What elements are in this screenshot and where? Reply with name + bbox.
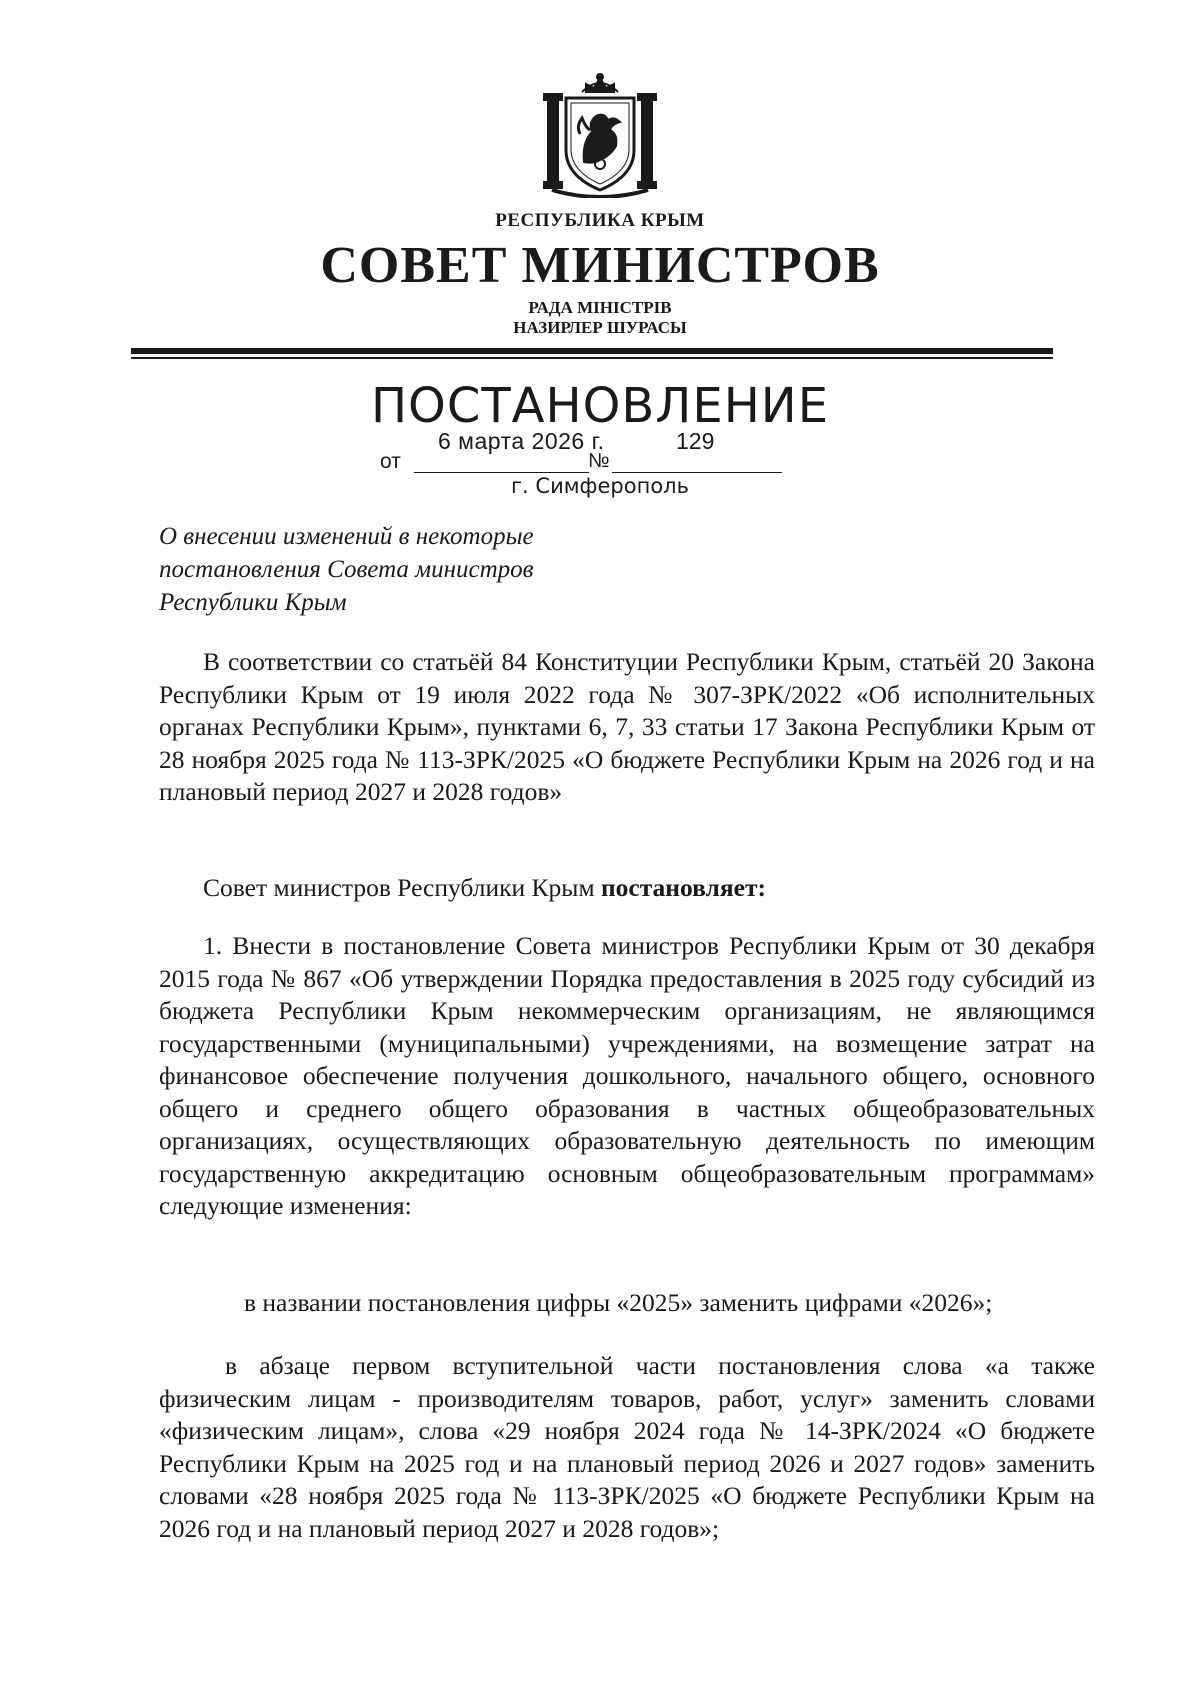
republic-name: РЕСПУБЛИКА КРЫМ (495, 210, 705, 231)
decree-date: 6 марта 2026 г. (438, 428, 605, 454)
resolution-text: Совет министров Республики Крым (203, 873, 601, 902)
amendment-preamble-paragraph: в абзаце первом вступительной части постановления слова «а также физическим лицам - производителям товаров, работ, услуг» заменить словами «физическим лицам», слова «29 ноября 2024 года № 14-ЗРК/2024 «О бюджете Республики Крым на 2025 год и на плановый период 2026 и 2027 годов» заменить словами «28 ноября 2025 года № 113-ЗРК/2025 «О бюджете Республики Крым на 2026 год и на плановый период 2027 и 2028 годов»; (159, 1351, 1095, 1543)
preamble-paragraph: В соответствии со статьёй 84 Конституции Республики Крым, статьёй 20 Закона Республики Крым от 19 июля 2022 года № 307-ЗРК/2022 «Об исполнительных органах Республики Крым», пунктами 6, 7, 33 статьи 17 Закона Республики Крым от 28 ноября 2025 года № 113-ЗРК/2025 «О бюджете Республики Крым на 2026 год и на плановый период 2027 и 2028 годов» (159, 647, 1095, 806)
from-label: от (380, 450, 401, 473)
subject-line: постановления Совета министров (159, 556, 534, 583)
item-1-paragraph: 1. Внести в постановление Совета министров Республики Крым от 30 декабря 2015 года № 867 «Об утверждении Порядка предоставления в 2025 году субсидий из бюджета Республики Крым некоммерческим организациям, не являющимся государственными (муниципальными) учреждениями, на возмещение затрат на финансовое обеспечение получения дошкольного, начального общего, основного общего и среднего общего образования в частных общеобразовательных организациях, осуществляющих образовательную деятельность по имеющим государственную аккредитацию основным общеобразовательным программам» следующие изменения: (159, 931, 1095, 1220)
decree-subject (159, 520, 619, 619)
number-underline (612, 472, 782, 473)
decree-title: ПОСТАНОВЛЕНИЕ (370, 378, 830, 434)
resolution-keyword: постановляет: (600, 873, 766, 902)
decree-number: 129 (676, 428, 715, 454)
council-title-ukrainian: РАДА МІНІСТРІВ (528, 298, 672, 317)
resolution-paragraph (159, 872, 1095, 905)
council-title-crimean-tatar: НАЗИРЛЕР ШУРАСЫ (513, 318, 687, 337)
council-title: СОВЕТ МИНИСТРОВ (320, 237, 880, 294)
crimea-coat-of-arms-icon (542, 72, 658, 198)
subject-line: О внесении изменений в некоторые (159, 523, 534, 550)
decree-city: г. Симферополь (511, 474, 689, 498)
number-label: № (588, 450, 610, 472)
amendment-title-paragraph: в названии постановления цифры «2025» заменить цифрами «2026»; (244, 1288, 993, 1317)
date-underline (414, 472, 589, 473)
header-rule-thick (131, 348, 1053, 354)
header-rule-thin (131, 357, 1053, 359)
subject-line: Республики Крым (159, 589, 347, 616)
decree-date-number-row (380, 430, 800, 474)
